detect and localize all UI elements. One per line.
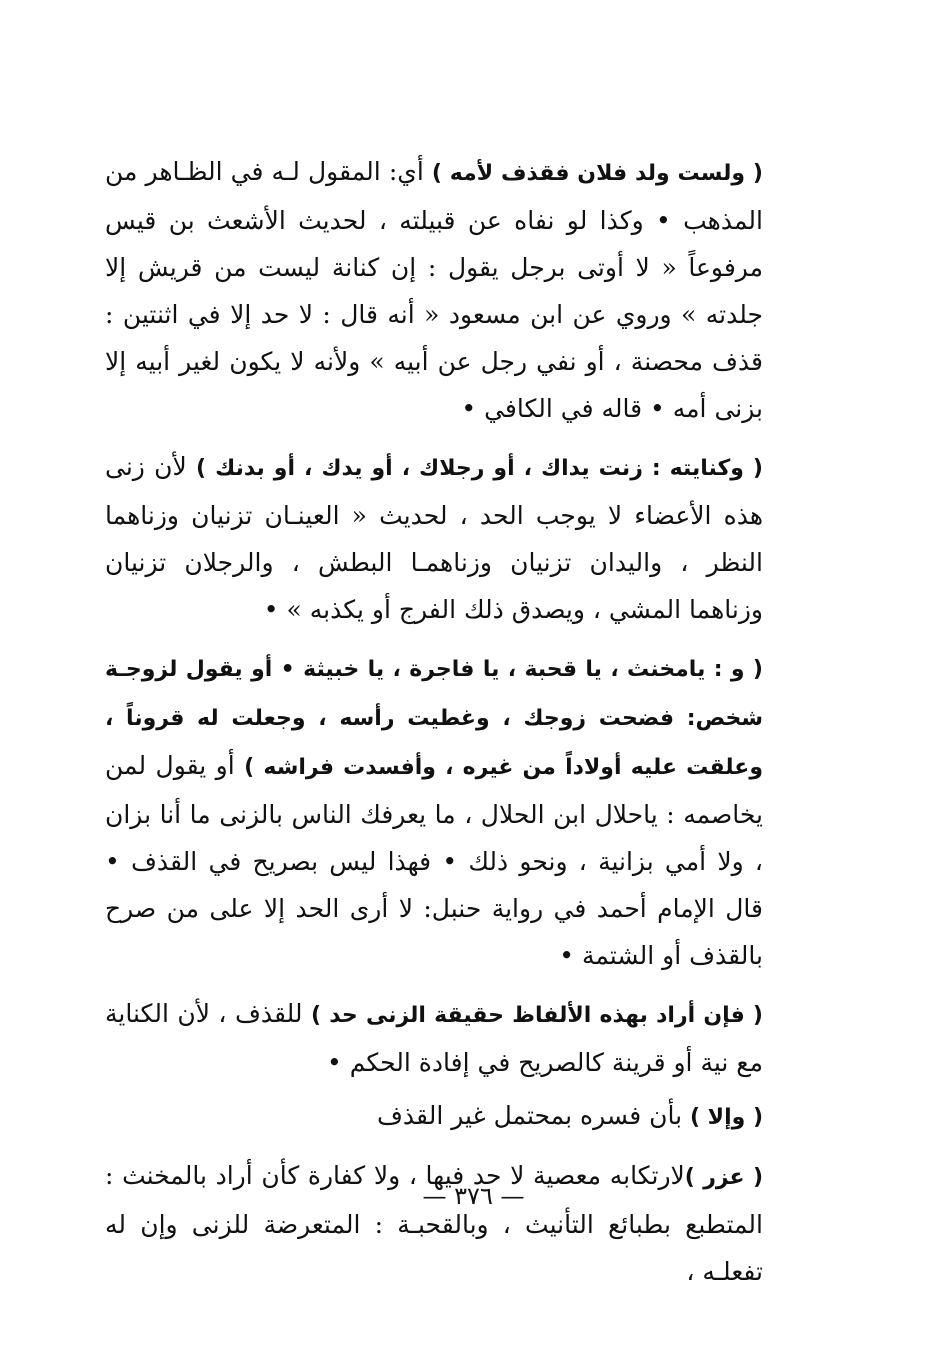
bold-matn: ( عزر ): [684, 1165, 763, 1190]
page-number: — ٣٧٦ —: [422, 1182, 525, 1210]
paragraph-4: [105, 990, 763, 1086]
commentary-text: لأن زنى هذه الأعضاء لا يوجب الحد ، لحديث « العينـان تزنيان وزناهما النظر ، واليدان تزنيان وزناهمـا البطش ، والرجلان تزنيان وزناهما المشي ، ويصدق ذلك الفرج أو يكذبه » •: [105, 452, 763, 624]
bold-matn: ( فإن أراد بهذه الألفاظ حقيقة الزنى حد ): [311, 1003, 763, 1028]
commentary-text: لارتكابه معصية لا حد فيها ، ولا كفارة كأن أراد بالمخنث : المتطبع بطبائع التأنيث ، وبالقحبـة : المتعرضة للزنى وإن له تفعلـه ،: [105, 1161, 763, 1286]
commentary-text: للقذف ، لأن الكناية مع نية أو قرينة كالصريح في إفادة الحكم •: [105, 999, 763, 1077]
paragraph-6: [105, 1152, 763, 1295]
paragraph-5: [105, 1092, 763, 1141]
bold-matn: ( و : يامخنث ، يا قحبة ، يا فاجرة ، يا خبيثة • أو يقول لزوجـة شخص: فضحت زوجك ، وغطيت رأسه ، وجعلت له قروناً ، وعلقت عليه أولاداً من غيره ، وأفسدت فراشه ): [105, 657, 763, 780]
commentary-text: بأن فسره بمحتمل غير القذف: [377, 1101, 690, 1130]
paragraph-2: [105, 443, 763, 633]
bold-matn: ( وإلا ): [689, 1105, 763, 1130]
commentary-text: أي: المقول لـه في الظـاهر من المذهب • وكذا لو نفاه عن قبيلته ، لحديث الأشعث بن قيس مرفوعاً « لا أوتى برجل يقول : إن كنانة ليست من قريش إلا جلدته » وروي عن ابن مسعود « أنه قال : لا حد إلا في اثنتين : قذف محصنة ، أو نفي رجل عن أبيه » ولأنه لا يكون لغير أبيه إلا بزنى أمه • قاله في الكافي •: [105, 157, 763, 423]
bold-matn: ( ولست ولد فلان فقذف لأمه ): [431, 161, 763, 186]
commentary-text: أو يقول لمن يخاصمه : ياحلال ابن الحلال ، ما يعرفك الناس بالزنى ما أنا بزان ، ولا أمي بزانية ، ونحو ذلك • فهذا ليس بصريح في القذف • قال الإمام أحمد في رواية حنبل: لا أرى الحد إلا على من صرح بالقذف أو الشتمة •: [105, 751, 763, 970]
paragraph-1: [105, 148, 763, 432]
page-body: [105, 148, 763, 1295]
paragraph-3: [105, 644, 763, 979]
bold-matn: ( وكنايته : زنت يداك ، أو رجلاك ، أو يدك ، أو بدنك ): [196, 456, 763, 481]
